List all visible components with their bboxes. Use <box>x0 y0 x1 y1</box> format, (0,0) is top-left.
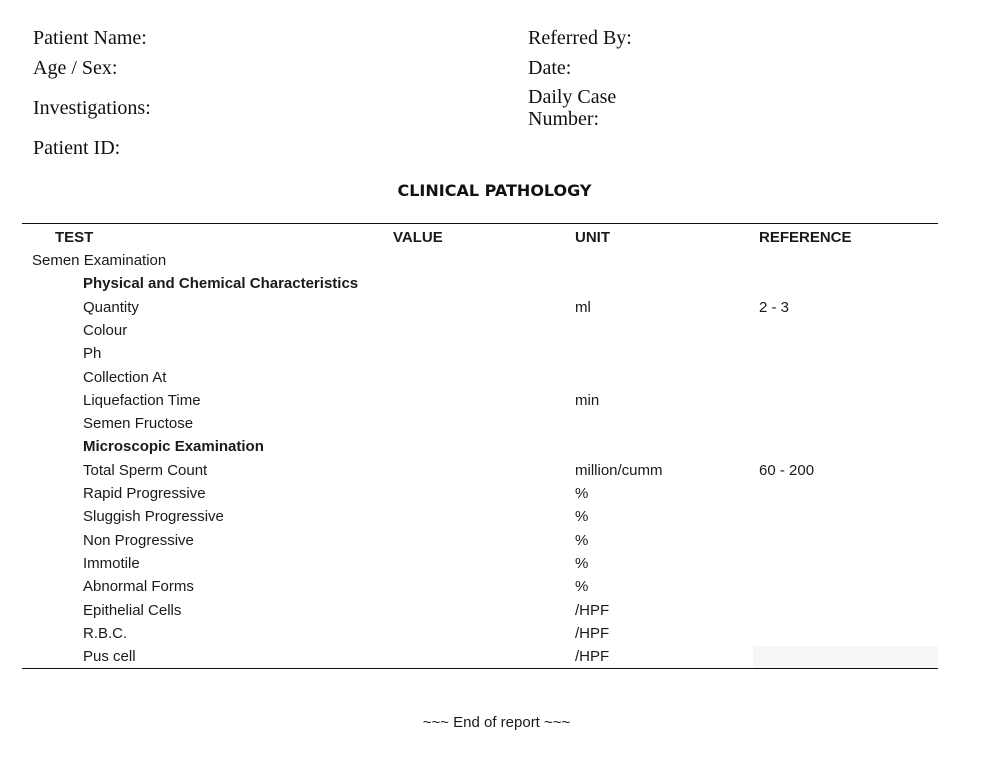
daily-case-label-line1: Daily Case <box>528 86 617 108</box>
investigations-label: Investigations: <box>33 97 151 119</box>
table-row-test: Semen Fructose <box>83 415 194 432</box>
column-header-unit: UNIT <box>575 229 610 246</box>
table-row-test: Rapid Progressive <box>83 485 206 502</box>
table-cell-unit: /HPF <box>575 648 610 665</box>
table-row-test: Liquefaction Time <box>83 392 201 409</box>
table-row-test: Sluggish Progressive <box>83 508 224 525</box>
patient-id-label: Patient ID: <box>33 137 121 159</box>
table-row-test: Ph <box>83 345 102 362</box>
table-row-test: Total Sperm Count <box>83 462 208 479</box>
table-subheading: Microscopic Examination <box>83 438 264 455</box>
table-row-test: Collection At <box>83 369 167 386</box>
table-row-test: Epithelial Cells <box>83 602 182 619</box>
table-bottom-rule <box>22 668 938 669</box>
table-row-test: R.B.C. <box>83 625 128 642</box>
table-row-test: Non Progressive <box>83 532 194 549</box>
column-header-test: TEST <box>55 229 94 246</box>
table-group-heading: Semen Examination <box>32 252 167 269</box>
table-cell-unit: min <box>575 392 600 409</box>
table-cell-unit: /HPF <box>575 602 610 619</box>
table-cell-unit: % <box>575 555 589 572</box>
table-cell-reference: 2 - 3 <box>759 299 790 316</box>
age-sex-label: Age / Sex: <box>33 57 118 79</box>
table-subheading: Physical and Chemical Characteristics <box>83 275 359 292</box>
table-cell-unit: million/cumm <box>575 462 663 479</box>
table-row-test: Immotile <box>83 555 140 572</box>
table-row-test: Quantity <box>83 299 139 316</box>
table-row-test: Colour <box>83 322 128 339</box>
table-row-test: Abnormal Forms <box>83 578 194 595</box>
column-header-value: VALUE <box>393 229 443 246</box>
daily-case-label-line2: Number: <box>528 108 600 130</box>
patient-name-label: Patient Name: <box>33 27 147 49</box>
table-cell-unit: /HPF <box>575 625 610 642</box>
referred-by-label: Referred By: <box>528 27 632 49</box>
table-top-rule <box>22 223 938 224</box>
column-header-reference: REFERENCE <box>759 229 852 246</box>
table-cell-unit: ml <box>575 299 591 316</box>
reference-cell-shade <box>753 646 938 669</box>
date-label: Date: <box>528 57 572 79</box>
section-title: CLINICAL PATHOLOGY <box>397 181 592 200</box>
table-cell-unit: % <box>575 508 589 525</box>
table-cell-reference: 60 - 200 <box>759 462 815 479</box>
end-of-report: ~~~ End of report ~~~ <box>422 714 571 731</box>
table-cell-unit: % <box>575 578 589 595</box>
table-row-test: Pus cell <box>83 648 136 665</box>
table-cell-unit: % <box>575 532 589 549</box>
table-cell-unit: % <box>575 485 589 502</box>
